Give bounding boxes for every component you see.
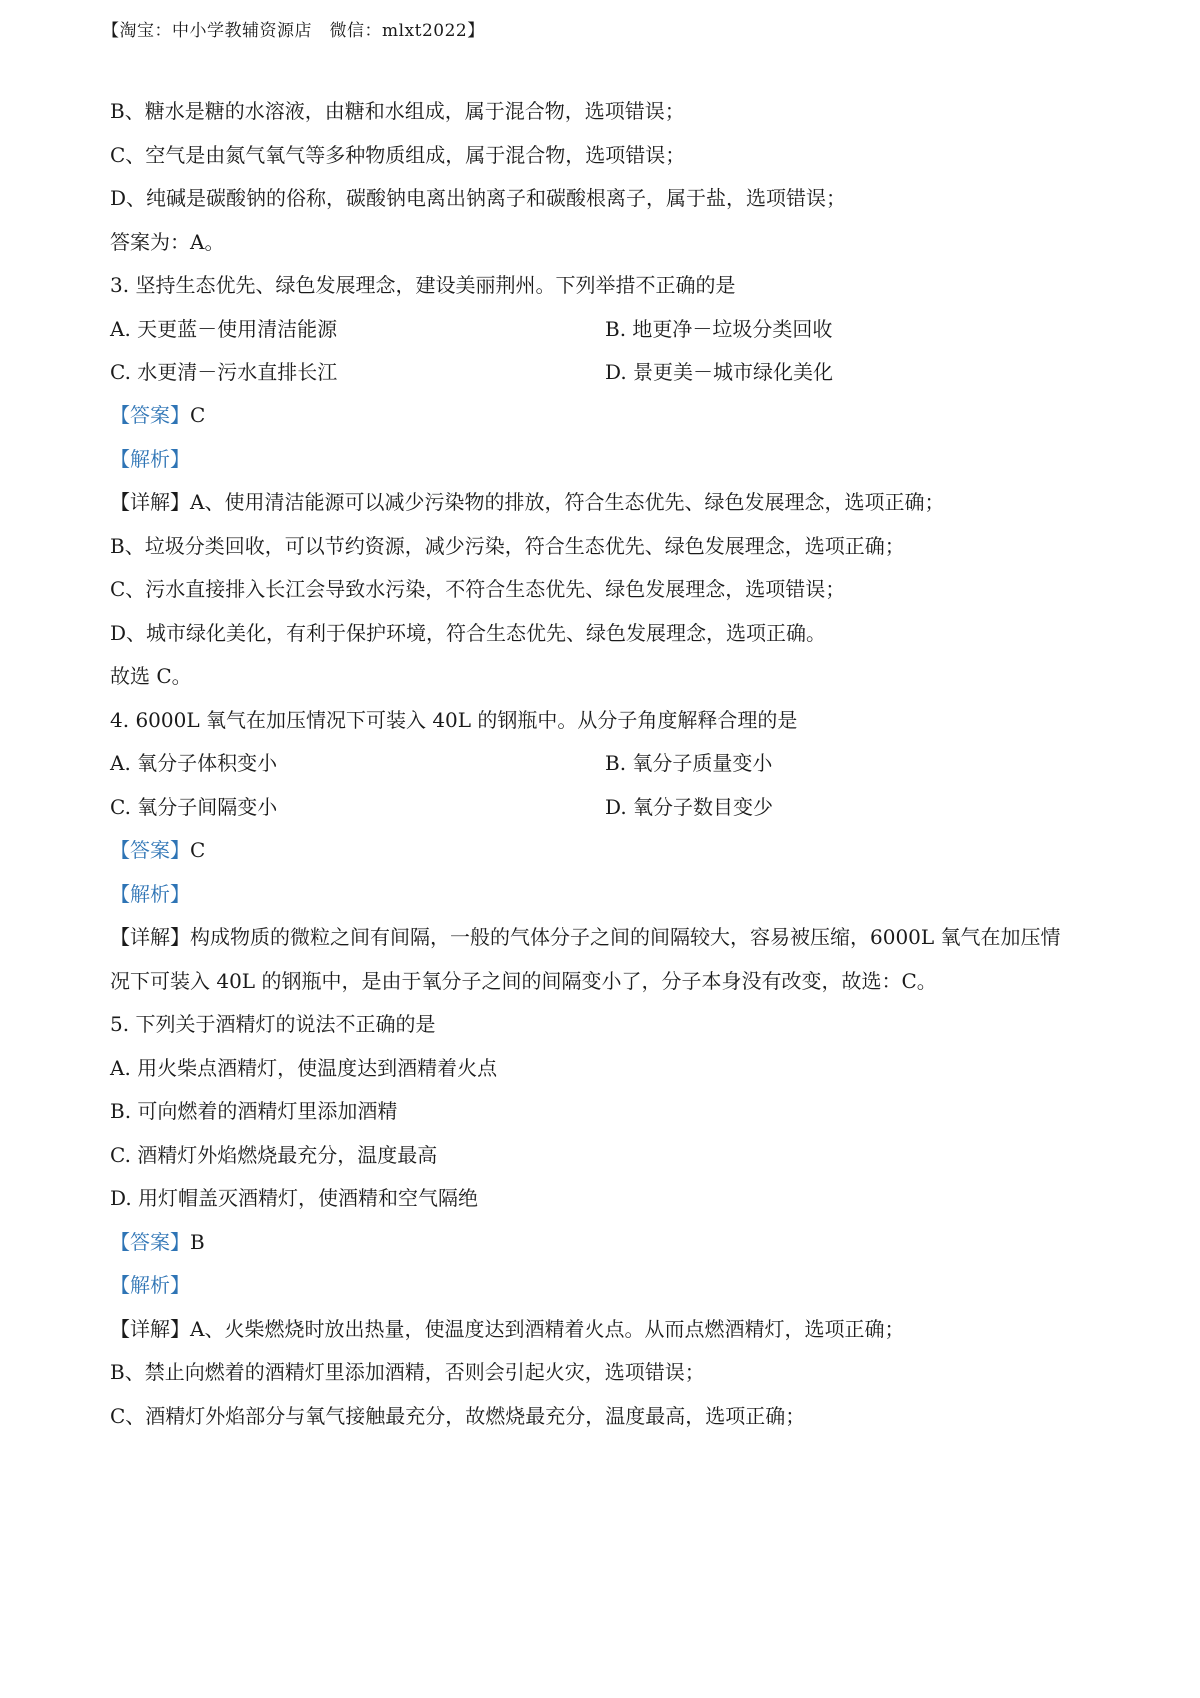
q3-answer-line bbox=[110, 400, 205, 430]
q4-option-b: B. 氧分子质量变小 bbox=[605, 751, 773, 775]
q4-stem: 4. 6000L 氧气在加压情况下可装入 40L 的钢瓶中。从分子角度解释合理的是 bbox=[110, 708, 798, 732]
q4-option-d: D. 氧分子数目变少 bbox=[605, 795, 774, 819]
q3-option-d: D. 景更美－城市绿化美化 bbox=[605, 360, 834, 384]
q5-answer-line bbox=[110, 1227, 205, 1257]
analysis-tag: 【解析】 bbox=[110, 447, 190, 471]
answer-tag: 【答案】 bbox=[110, 838, 190, 862]
q3-option-c: C. 水更清－污水直排长江 bbox=[110, 360, 338, 384]
q5-detail-a: 【详解】A、火柴燃烧时放出热量，使温度达到酒精着火点。从而点燃酒精灯，选项正确； bbox=[110, 1317, 905, 1341]
q3-detail-d: D、城市绿化美化，有利于保护环境，符合生态优先、绿色发展理念，选项正确。 bbox=[110, 621, 827, 645]
q4-answer-line bbox=[110, 835, 205, 865]
q5-stem: 5. 下列关于酒精灯的说法不正确的是 bbox=[110, 1012, 436, 1036]
q3-detail-c: C、污水直接排入长江会导致水污染，不符合生态优先、绿色发展理念，选项错误； bbox=[110, 577, 846, 601]
q2-answer: 答案为：A。 bbox=[110, 230, 225, 254]
q3-detail-b: B、垃圾分类回收，可以节约资源，减少污染，符合生态优先、绿色发展理念，选项正确； bbox=[110, 534, 905, 558]
page-header: 【淘宝：中小学教辅资源店 微信：mlxt2022】 bbox=[102, 21, 485, 41]
q3-stem: 3. 坚持生态优先、绿色发展理念，建设美丽荆州。下列举措不正确的是 bbox=[110, 273, 736, 297]
answer-tag: 【答案】 bbox=[110, 1230, 190, 1254]
detail-tag: 【详解】 bbox=[110, 1317, 190, 1341]
q5-option-c: C. 酒精灯外焰燃烧最充分，温度最高 bbox=[110, 1143, 438, 1167]
q5-detail-c: C、酒精灯外焰部分与氧气接触最充分，故燃烧最充分，温度最高，选项正确； bbox=[110, 1404, 806, 1428]
q4-option-a: A. 氧分子体积变小 bbox=[110, 751, 278, 775]
q3-option-a: A. 天更蓝－使用清洁能源 bbox=[110, 317, 338, 341]
analysis-tag: 【解析】 bbox=[110, 1273, 190, 1297]
q2-option-d-explanation: D、纯碱是碳酸钠的俗称，碳酸钠电离出钠离子和碳酸根离子，属于盐，选项错误； bbox=[110, 186, 847, 210]
q2-option-c-explanation: C、空气是由氮气氧气等多种物质组成，属于混合物，选项错误； bbox=[110, 143, 686, 167]
detail-tag: 【详解】 bbox=[110, 925, 190, 949]
q5-option-d: D. 用灯帽盖灭酒精灯，使酒精和空气隔绝 bbox=[110, 1186, 479, 1210]
q3-option-b: B. 地更净－垃圾分类回收 bbox=[605, 317, 833, 341]
detail-tag: 【详解】 bbox=[110, 490, 190, 514]
q5-detail-b: B、禁止向燃着的酒精灯里添加酒精，否则会引起火灾，选项错误； bbox=[110, 1360, 705, 1384]
q4-detail-line-1: 【详解】构成物质的微粒之间有间隔，一般的气体分子之间的间隔较大，容易被压缩，6000L 氧气在加压情 bbox=[110, 925, 1061, 949]
q3-conclusion: 故选 C。 bbox=[110, 664, 192, 688]
analysis-tag: 【解析】 bbox=[110, 882, 190, 906]
q5-option-a: A. 用火柴点酒精灯，使温度达到酒精着火点 bbox=[110, 1056, 498, 1080]
q5-option-b: B. 可向燃着的酒精灯里添加酒精 bbox=[110, 1099, 398, 1123]
answer-value: C bbox=[190, 838, 206, 862]
q4-detail-line-2: 况下可装入 40L 的钢瓶中，是由于氧分子之间的间隔变小了，分子本身没有改变，故选：C。 bbox=[110, 969, 937, 993]
q4-option-c: C. 氧分子间隔变小 bbox=[110, 795, 278, 819]
q3-detail-a: 【详解】A、使用清洁能源可以减少污染物的排放，符合生态优先、绿色发展理念，选项正确； bbox=[110, 490, 945, 514]
q2-option-b-explanation: B、糖水是糖的水溶液，由糖和水组成，属于混合物，选项错误； bbox=[110, 99, 685, 123]
answer-value: C bbox=[190, 403, 206, 427]
answer-value: B bbox=[190, 1230, 205, 1254]
answer-tag: 【答案】 bbox=[110, 403, 190, 427]
